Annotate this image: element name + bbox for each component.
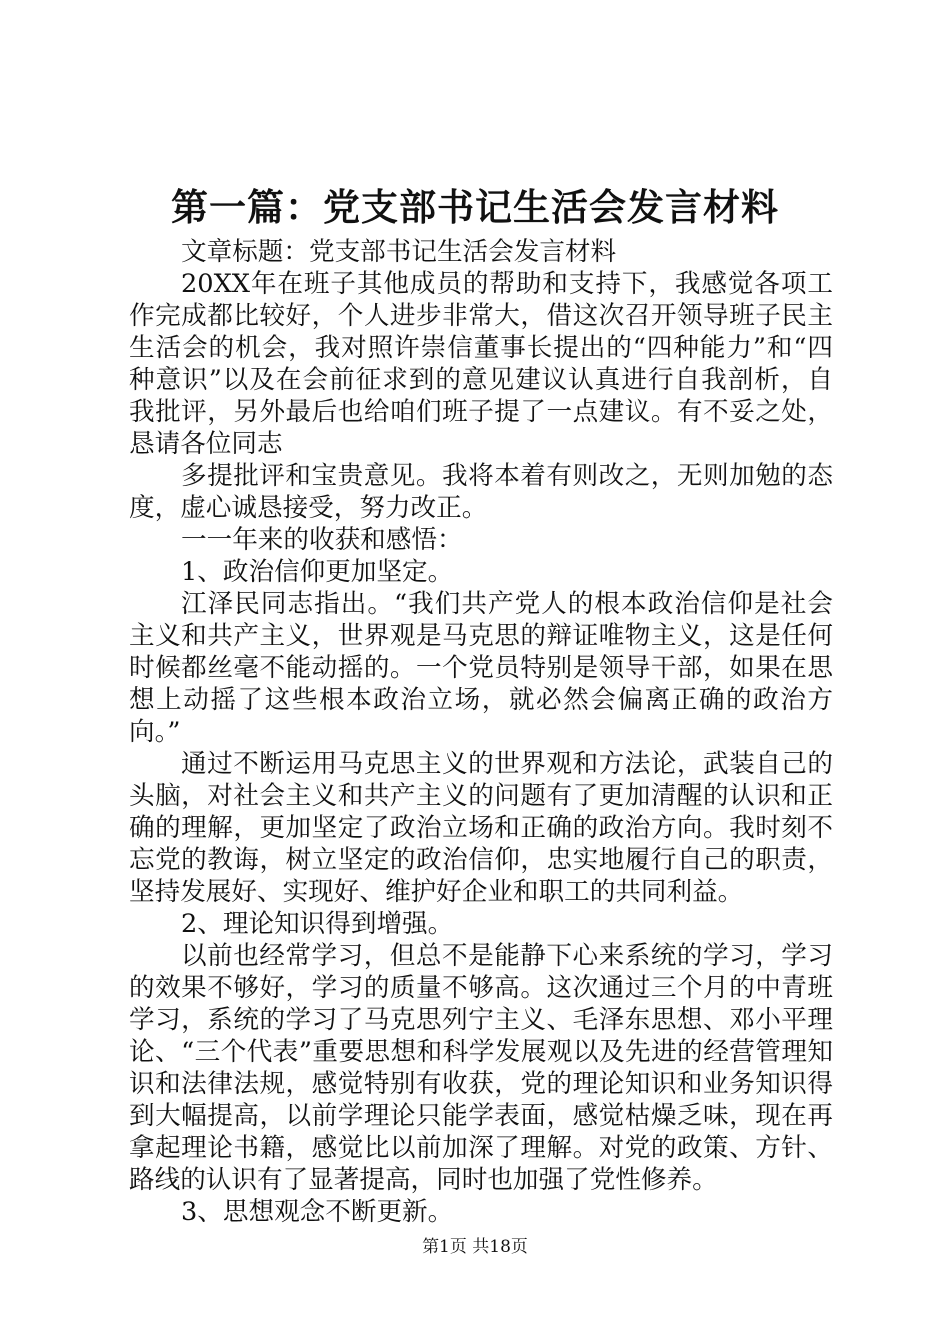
subheading-political-belief: 1、政治信仰更加坚定。	[181, 557, 454, 587]
document-title: 第一篇：党支部书记生活会发言材料	[171, 186, 779, 229]
page-footer: 第1页 共18页	[422, 1237, 528, 1257]
paragraph-study: 以前也经常学习，但总不是能静下心来系统的学习，学习的效果不够好，学习的质量不够高。这次通过三个月的中青班学习，系统的学习了马克思列宁主义、毛泽东思想、邓小平理论、“三个代表”重要思想和科学发展观以及先进的经营管理知识和法律法规，感觉特别有收获，党的理论知识和业务知识得到大幅提高，以前学理论只能学表面，感觉枯燥乏味，现在再拿起理论书籍，感觉比以前加深了理解。对党的政策、方针、路线的认识有了显著提高，同时也加强了党性修养。	[129, 941, 833, 1195]
paragraph-article-title: 文章标题：党支部书记生活会发言材料	[181, 237, 617, 267]
document-body	[129, 236, 833, 1228]
section-heading-gains: 一一年来的收获和感悟：	[181, 525, 463, 555]
subheading-theory-knowledge: 2、理论知识得到增强。	[181, 909, 454, 939]
paragraph-intro: 20XX年在班子其他成员的帮助和支持下，我感觉各项工作完成都比较好，个人进步非常大，借这次召开领导班子民主生活会的机会，我对照许崇信董事长提出的“四种能力”和“四种意识”以及在会前征求到的意见建议认真进行自我剖析，自我批评，另外最后也给咱们班子提了一点建议。有不妥之处，恳请各位同志	[129, 269, 833, 459]
paragraph-worldview: 通过不断运用马克思主义的世界观和方法论，武装自己的头脑，对社会主义和共产主义的问题有了更加清醒的认识和正确的理解，更加坚定了政治立场和正确的政治方向。我时刻不忘党的教诲，树立坚定的政治信仰，忠实地履行自己的职责，坚持发展好、实现好、维护好企业和职工的共同利益。	[129, 749, 833, 907]
paragraph-quote: 江泽民同志指出。“我们共产党人的根本政治信仰是社会主义和共产主义，世界观是马克思的辩证唯物主义，这是任何时候都丝毫不能动摇的。一个党员特别是领导干部，如果在思想上动摇了这些根本政治立场，就必然会偏离正确的政治方向。”	[129, 589, 833, 747]
subheading-thinking-update: 3、思想观念不断更新。	[181, 1197, 454, 1227]
paragraph-intro-continued: 多提批评和宝贵意见。我将本着有则改之，无则加勉的态度，虚心诚恳接受，努力改正。	[129, 461, 833, 523]
